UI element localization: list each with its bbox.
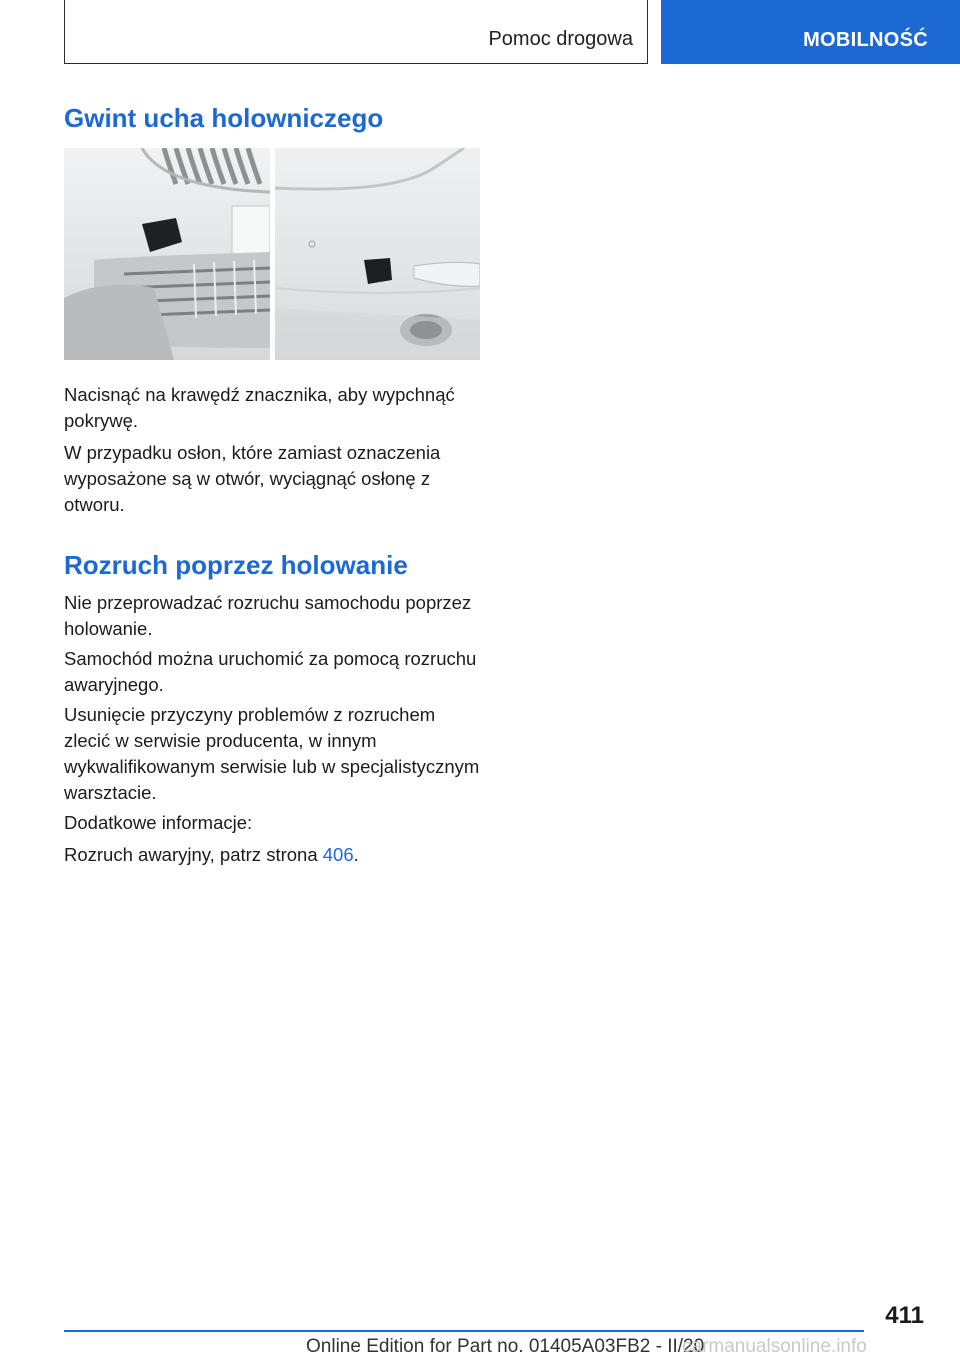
tow-eye-cover-photo: [64, 148, 480, 360]
paragraph: W przypadku osłon, które zamiast oznaczenia wyposażone są w otwór, wyciągnąć osłonę z otworu.: [64, 442, 441, 515]
watermark: carmanualsonline.info: [682, 1336, 867, 1357]
paragraph: Usunięcie przyczyny problemów z rozruchem zlecić w serwisie producenta, w innym wykwalifikowanym serwisie lub w specjalistycznym warsztacie.: [64, 704, 480, 803]
footer-rule: [64, 1330, 864, 1332]
footer-edition: Online Edition for Part no. 01405A03FB2 - II/20: [306, 1336, 705, 1357]
cross-reference-suffix: .: [353, 844, 359, 865]
section-heading-tow-start: Rozruch poprzez holowanie: [64, 550, 408, 580]
page-link[interactable]: 406: [322, 844, 354, 865]
paragraph: Nacisnąć na krawędź znacznika, aby wypchnąć pokrywę.: [64, 384, 455, 431]
tow-eye-cover-illustration: [64, 148, 480, 360]
paragraph: Dodatkowe informacje:: [64, 812, 253, 833]
cross-reference: [64, 842, 480, 868]
page-number: 411: [885, 1302, 924, 1329]
paragraph: Nie przeprowadzać rozruchu samochodu poprzez holowanie.: [64, 592, 472, 639]
header-section-title: Pomoc drogowa: [488, 28, 633, 50]
chapter-tab[interactable]: [661, 0, 960, 64]
header-box: [64, 0, 648, 64]
section-heading-tow-thread: Gwint ucha holowniczego: [64, 103, 384, 133]
paragraph: Samochód można uruchomić za pomocą rozruchu awaryjnego.: [64, 648, 477, 695]
chapter-tab-label: MOBILNOŚĆ: [803, 29, 928, 51]
cross-reference-text: Rozruch awaryjny, patrz strona: [64, 844, 318, 865]
